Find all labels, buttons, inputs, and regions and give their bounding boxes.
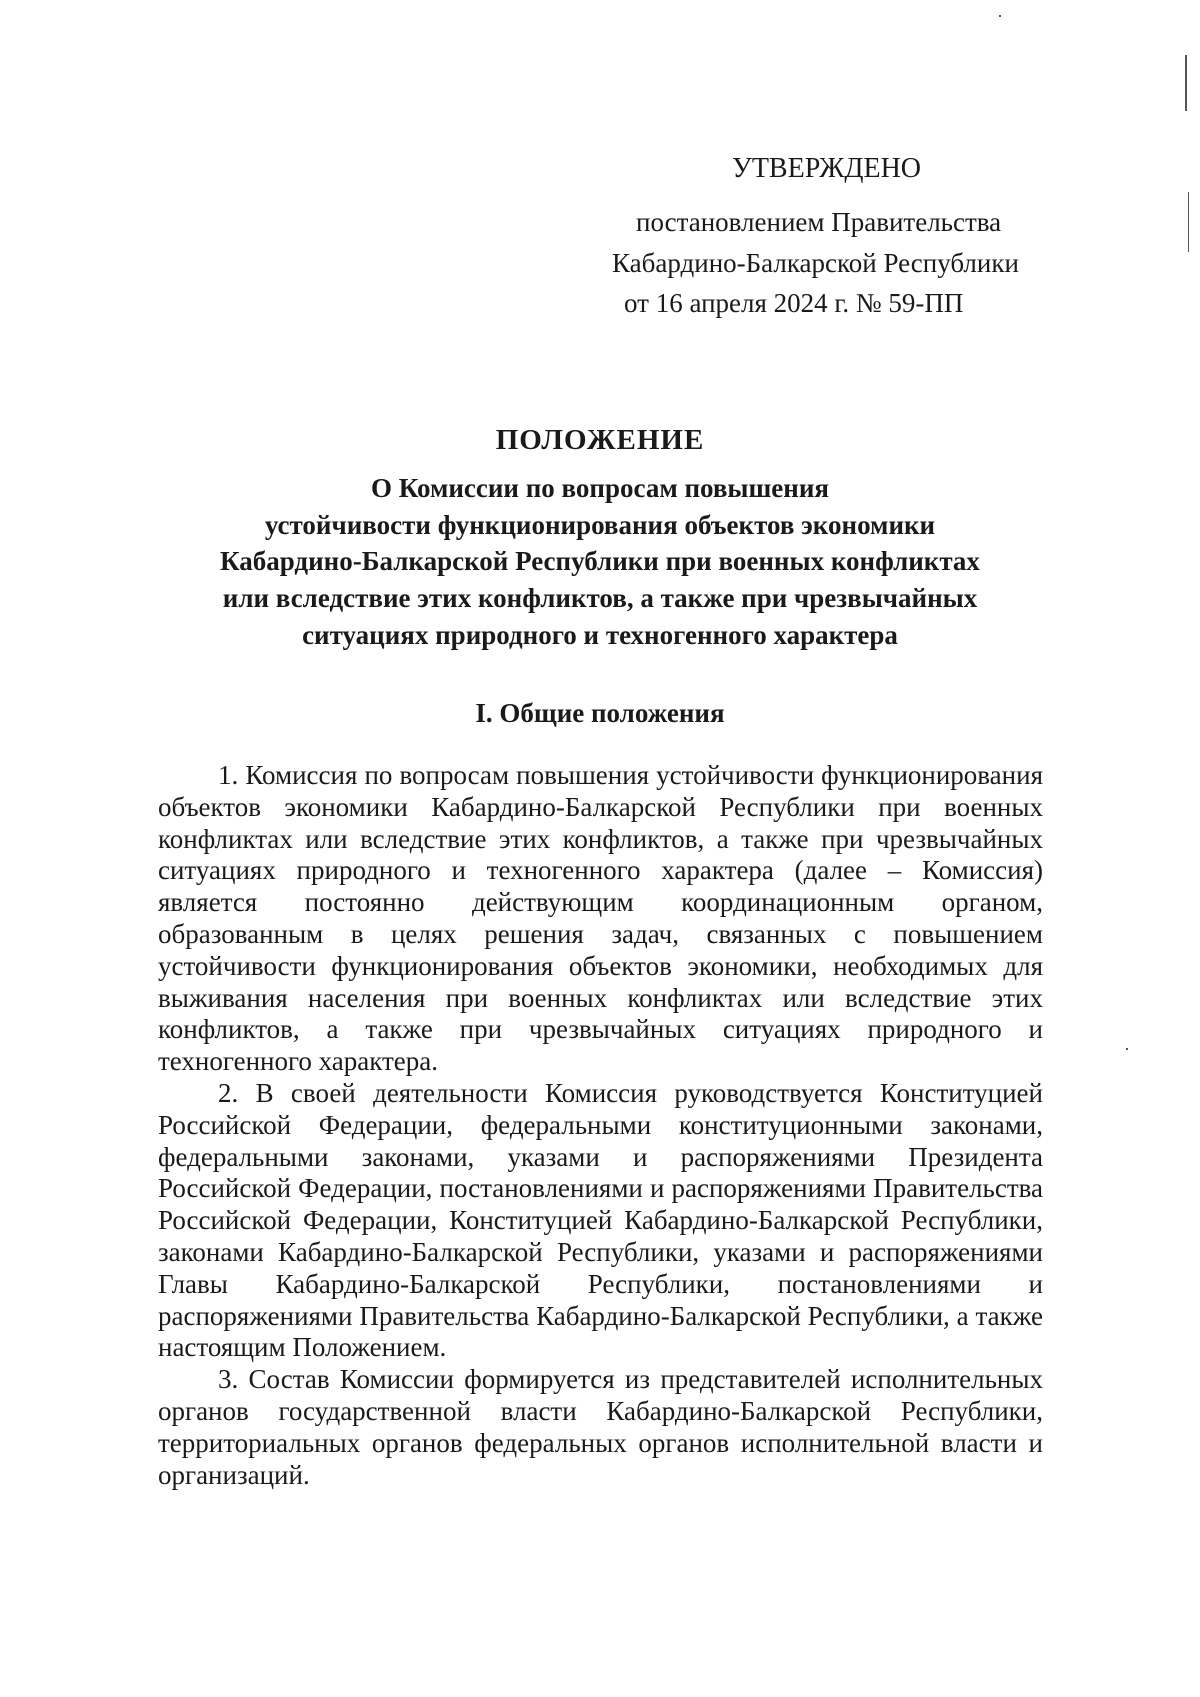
subtitle-line: или вследствие этих конфликтов, а также при чрезвычайных xyxy=(222,583,978,614)
subtitle-line: устойчивости функционирования объектов экономики xyxy=(264,509,936,540)
paragraph-1: 1. Комиссия по вопросам повышения устойчивости функционирования объектов экономики Кабардино-Балкарской Республики при военных конфликтах или вследствие этих конфликтов, а также при чрезвычайных ситуациях природного и техногенного характера (далее – Комиссия) является постоянно действующим координационным органом, образованным в целях решения задач, связанных с повышением устойчивости функционирования объектов экономики, необходимых для выживания населения при военных конфликтах или вследствие этих конфликтов, а также при чрезвычайных ситуациях природного и техногенного характера. xyxy=(158,760,1043,1077)
scan-artifact xyxy=(1188,192,1189,252)
approval-line-decree: постановлением Правительства xyxy=(636,207,1002,237)
subtitle-line: О Комиссии по вопросам повышения xyxy=(370,473,830,503)
section-body xyxy=(158,760,1043,1491)
document-title: ПОЛОЖЕНИЕ xyxy=(495,424,705,456)
approval-stamp: УТВЕРЖДЕНО xyxy=(732,153,922,184)
subtitle-line: Кабардино-Балкарской Республики при военных конфликтах xyxy=(220,546,980,577)
paragraph-3: 3. Состав Комиссии формируется из представителей исполнительных органов государственной власти Кабардино-Балкарской Республики, территориальных органов федеральных органов исполнительной власти и организаций. xyxy=(158,1364,1043,1490)
approval-line-republic: Кабардино-Балкарской Республики xyxy=(612,247,1019,278)
scan-artifact xyxy=(999,15,1001,17)
scan-artifact xyxy=(1126,1048,1128,1050)
approval-line-date-number: от 16 апреля 2024 г. № 59-ПП xyxy=(624,288,964,318)
document-subtitle xyxy=(150,470,1050,654)
paragraph-2: 2. В своей деятельности Комиссия руководствуется Конституцией Российской Федерации, федеральными конституционными законами, федеральными законами, указами и распоряжениями Президента Российской Федерации, постановлениями и распоряжениями Правительства Российской Федерации, Конституцией Кабардино-Балкарской Республики, законами Кабардино-Балкарской Республики, указами и распоряжениями Главы Кабардино-Балкарской Республики, постановлениями и распоряжениями Правительства Кабардино-Балкарской Республики, а также настоящим Положением. xyxy=(158,1077,1043,1363)
subtitle-line: ситуациях природного и техногенного характера xyxy=(302,619,898,650)
approval-block xyxy=(612,148,1072,324)
scan-artifact xyxy=(1185,55,1187,111)
section-heading: I. Общие положения xyxy=(475,698,725,728)
